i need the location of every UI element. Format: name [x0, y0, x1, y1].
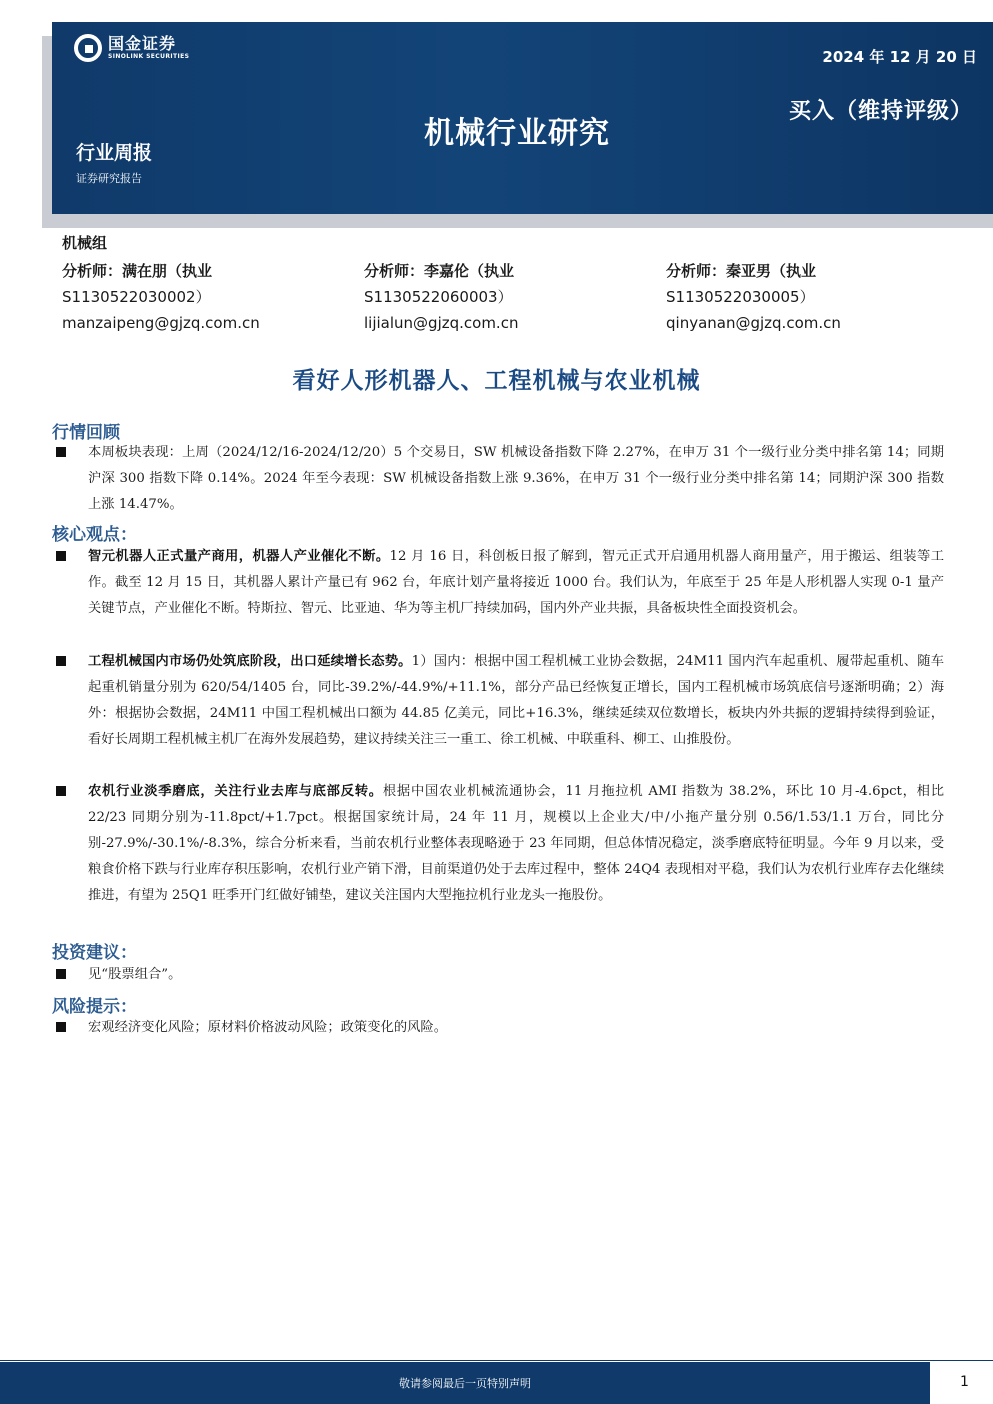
bullet-square-icon — [56, 969, 66, 979]
core-point-lead: 智元机器人正式量产商用，机器人产业催化不断。 — [88, 549, 390, 564]
footer-notice: 敬请参阅最后一页特别声明 — [399, 1377, 531, 1390]
analyst-name: 分析师：满在朋（执业 — [62, 262, 213, 280]
core-point-3 — [88, 779, 944, 909]
company-logo — [74, 34, 189, 62]
analyst-name: 分析师：秦亚男（执业 — [666, 262, 817, 280]
bullet-square-icon — [56, 447, 66, 457]
core-point-text: 根据中国农业机械流通协会，11 月拖拉机 AMI 指数为 38.2%，环比 10 月-4.6pct，相比 22/23 同期分别为-11.8pct/+1.7pct。根据国家统计局，24 年 11 月，规模以上企业大/中/小拖产量分别 0.56/1.53/1.1 万台，同比分别-27.9%/-30.1%/-8.3%，综合分析来看，当前农机行业整体表现略逊于 23 年同期，但总体情况稳定，淡季磨底特征明显。今年 9 月以来，受粮食价格下跌与行业库存积压影响，农机行业产销下滑，目前渠道仍处于去库过程中，整体 24Q4 表现相对平稳，我们认为农机行业库存去化继续推进，有望为 25Q1 旺季开门红做好铺垫，建议关注国内大型拖拉机行业龙头一拖股份。 — [88, 784, 945, 903]
document-title: 看好人形机器人、工程机械与农业机械 — [292, 368, 701, 394]
report-subtype: 证券研究报告 — [76, 172, 142, 185]
logo-mark-icon — [74, 34, 102, 62]
analyst-email[interactable]: lijialun@gjzq.com.cn — [364, 314, 519, 332]
team-group: 机械组 — [62, 234, 108, 252]
risk-text: 宏观经济变化风险；原材料价格波动风险；政策变化的风险。 — [88, 1020, 448, 1035]
section-heading-market: 行情回顾 — [52, 423, 120, 443]
invest-text: 见“股票组合”。 — [88, 967, 182, 982]
core-point-text: 1）国内：根据中国工程机械工业协会数据，24M11 国内汽车起重机、履带起重机、随车起重机销量分别为 620/54/1405 台，同比-39.2%/-44.9%/+11.1%，部分产品已经恢复正增长，国内工程机械市场筑底信号逐渐明确；2）海外：根据协会数据，24M11 中国工程机械出口额为 44.85 亿美元，同比+16.3%，继续延续双位数增长，板块内外共振的逻辑持续得到验证，看好长周期工程机械主机厂在海外发展趋势，建议持续关注三一重工、徐工机械、中联重科、柳工、山推股份。 — [88, 654, 945, 747]
analyst-email[interactable]: qinyanan@gjzq.com.cn — [666, 314, 841, 332]
bullet-square-icon — [56, 656, 66, 666]
report-date: 2024 年 12 月 20 日 — [822, 48, 977, 66]
market-review-text: 本周板块表现：上周（2024/12/16-2024/12/20）5 个交易日，SW 机械设备指数下降 2.27%，在申万 31 个一级行业分类中排名第 14；同期沪深 300 指数下降 0.14%。2024 年至今表现：SW 机械设备指数上涨 9.36%，在申万 31 个一级行业分类中排名第 14；同期沪深 300 指数上涨 14.47%。 — [88, 445, 944, 512]
core-point-2 — [88, 649, 944, 753]
analyst-license: S1130522030002） — [62, 288, 211, 306]
report-type: 行业周报 — [76, 142, 153, 164]
analyst-license: S1130522030005） — [666, 288, 815, 306]
core-point-lead: 工程机械国内市场仍处筑底阶段，出口延续增长态势。 — [88, 654, 412, 669]
rating: 买入（维持评级） — [788, 99, 973, 124]
page-number: 1 — [960, 1374, 969, 1390]
footer-divider — [0, 1360, 993, 1361]
core-point-text: 12 月 16 日，科创板日报了解到，智元正式开启通用机器人商用量产，用于搬运、组装等工作。截至 12 月 15 日，其机器人累计产量已有 962 台，年底计划产量将接近 1000 台。我们认为，年底至于 25 年是人形机器人实现 0-1 量产关键节点，产业催化不断。特斯拉、智元、比亚迪、华为等主机厂持续加码，国内外产业共振，具备板块性全面投资机会。 — [88, 549, 944, 616]
analyst-2 — [364, 258, 518, 336]
section-heading-invest: 投资建议： — [52, 943, 137, 963]
analyst-1 — [62, 258, 260, 336]
analyst-email[interactable]: manzaipeng@gjzq.com.cn — [62, 314, 260, 332]
brand-name-en: SINOLINK SECURITIES — [108, 53, 190, 60]
footer-bar — [0, 1362, 930, 1404]
brand-name-cn: 国金证券 — [108, 34, 177, 53]
bullet-square-icon — [56, 1022, 66, 1032]
bullet-square-icon — [56, 786, 66, 796]
core-point-lead: 农机行业淡季磨底，关注行业去库与底部反转。 — [88, 784, 383, 799]
section-heading-risk: 风险提示： — [52, 997, 137, 1017]
core-point-1 — [88, 544, 944, 622]
header-banner — [52, 22, 993, 214]
bullet-square-icon — [56, 551, 66, 561]
section-heading-core: 核心观点： — [52, 525, 137, 545]
analyst-name: 分析师：李嘉伦（执业 — [364, 262, 515, 280]
industry-title: 机械行业研究 — [424, 116, 610, 151]
analyst-license: S1130522060003） — [364, 288, 513, 306]
analyst-3 — [666, 258, 841, 336]
